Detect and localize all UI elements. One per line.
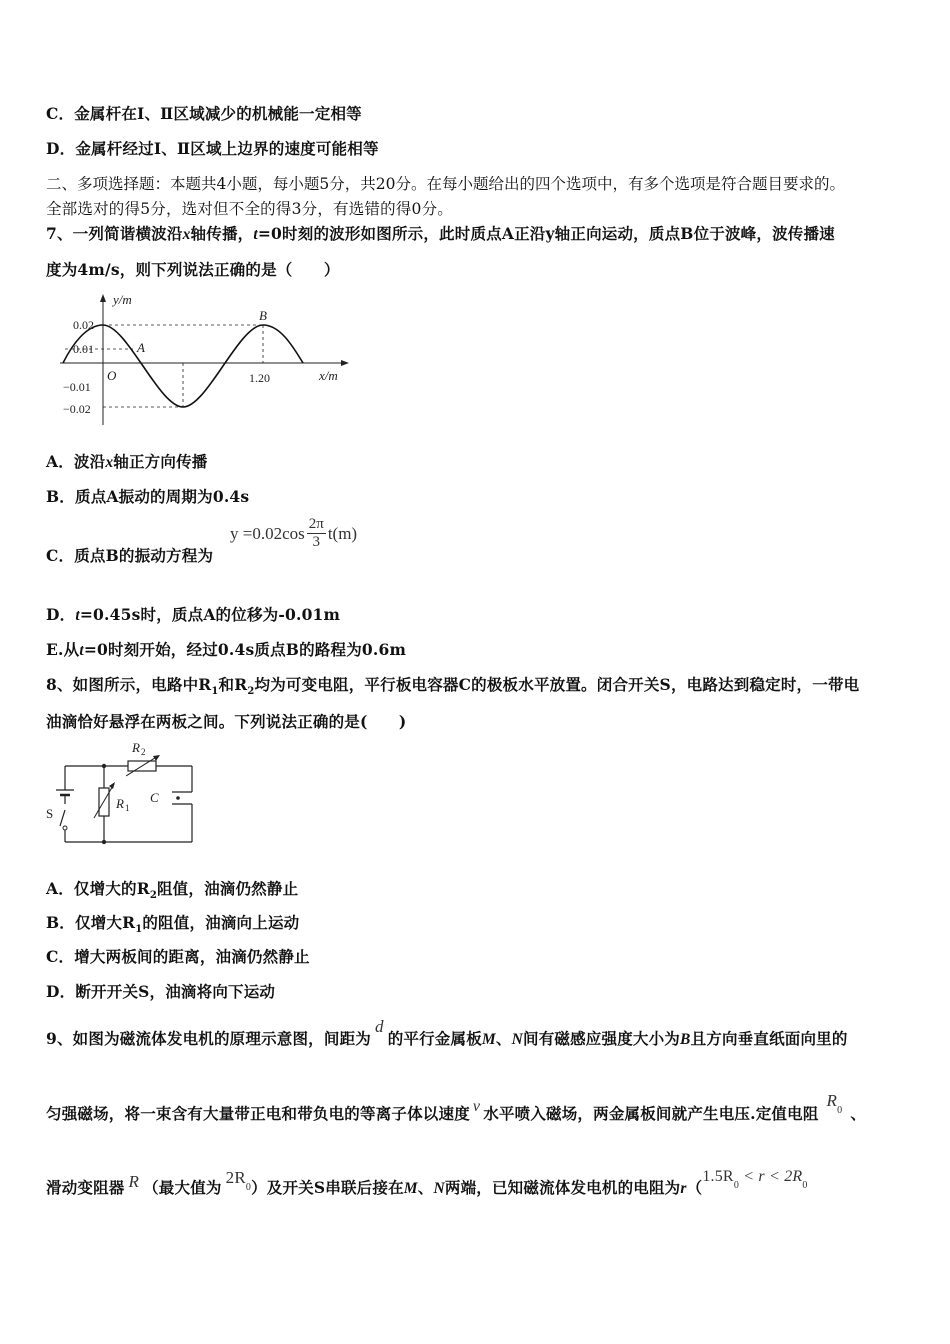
tick-neg-0-01: −0.01 (63, 380, 91, 394)
r2-subscript: 2 (141, 747, 146, 757)
q7-option-d: D．t=0.45s时，质点A的位移为-0.01m (46, 605, 341, 624)
point-b-label: B (259, 308, 267, 323)
tick-neg-0-02: −0.02 (63, 402, 91, 416)
q7-wave-graph (55, 290, 355, 430)
q8-option-c: C．增大两板间的距离，油滴仍然静止 (46, 947, 310, 966)
point-a-label: A (137, 340, 145, 355)
q8-stem-line2: 油滴恰好悬浮在两板之间。下列说法正确的是( ) (46, 712, 407, 731)
q7-option-c-formula: y =0.02cos 2π 3 t(m) (230, 516, 358, 550)
tick-0-02: 0.02 (73, 318, 94, 332)
q8-circuit-diagram (42, 738, 202, 848)
switch-s (60, 810, 65, 826)
q8-option-d: D．断开开关S，油滴将向下运动 (46, 982, 276, 1001)
r1-subscript: 1 (125, 803, 130, 813)
origin-label: O (107, 368, 117, 383)
tick-0-01: 0.01 (73, 342, 94, 356)
q7-option-e: E.从t=0时刻开始，经过0.4s质点B的路程为0.6m (46, 640, 407, 659)
r1-resistor (99, 788, 109, 816)
option-d-prev: D．金属杆经过Ⅰ、Ⅱ区域上边界的速度可能相等 (46, 139, 379, 158)
q7-stem-line2: 度为4m/s，则下列说法正确的是（ ） (46, 260, 340, 279)
q8-option-a: A．仅增大的$R_2$阻值，油滴仍然静止 (46, 879, 299, 902)
c-label: C (150, 790, 159, 805)
r2-label: R (132, 740, 140, 755)
q8-option-b: B．仅增大$R_1$的阻值，油滴向上运动 (46, 913, 300, 936)
tick-1-20: 1.20 (249, 371, 270, 385)
r1-label: R (116, 796, 124, 811)
q7-option-a: A．波沿x轴正方向传播 (46, 452, 208, 471)
s-label: S (46, 806, 54, 821)
option-c-prev: C．金属杆在Ⅰ、Ⅱ区域减少的机械能一定相等 (46, 104, 362, 123)
q8-stem-line1: 8、如图所示，电路中$R_1$和$R_2$均为可变电阻，平行板电容器C的极板水平放置。闭合开关S，电路达到稳定时，一带电 (46, 675, 860, 698)
q9-stem-line3: 滑动变阻器 R （最大值为$2R_0$）及开关S串联后接在M、N两端，已知磁流体发电机的电阻为$r(1.5R_0 < r < 2R_0$ (46, 1168, 808, 1197)
y-axis-label: y/m (113, 292, 132, 307)
q7-option-b: B．质点A振动的周期为0.4s (46, 487, 250, 506)
q9-stem-line2: 匀强磁场，将一束含有大量带正电和带负电的等离子体以速度 v 水平喷入磁场，两金属板间就产生电压.定值电阻$R_0$ 、 (46, 1091, 867, 1123)
x-axis-label: x/m (319, 368, 338, 383)
q7-option-c: C．质点B的振动方程为 (46, 546, 214, 565)
q9-stem-line1: 9、如图为磁流体发电机的原理示意图，间距为d的平行金属板M、N间有磁感应强度大小为B且方向垂直纸面向里的 (46, 1017, 848, 1048)
q7-stem-line1: 7、一列简谐横波沿x轴传播，t=0时刻的波形如图所示，此时质点A正沿y轴正向运动，质点B位于波峰，波传播速 (46, 224, 835, 243)
section-2-instructions-2: 全部选对的得5分，选对但不全的得3分，有选错的得0分。 (46, 200, 453, 218)
section-2-instructions-1: 二、多项选择题：本题共4小题，每小题5分，共20分。在每小题给出的四个选项中，有多个选项是符合题目要求的。 (46, 175, 845, 193)
